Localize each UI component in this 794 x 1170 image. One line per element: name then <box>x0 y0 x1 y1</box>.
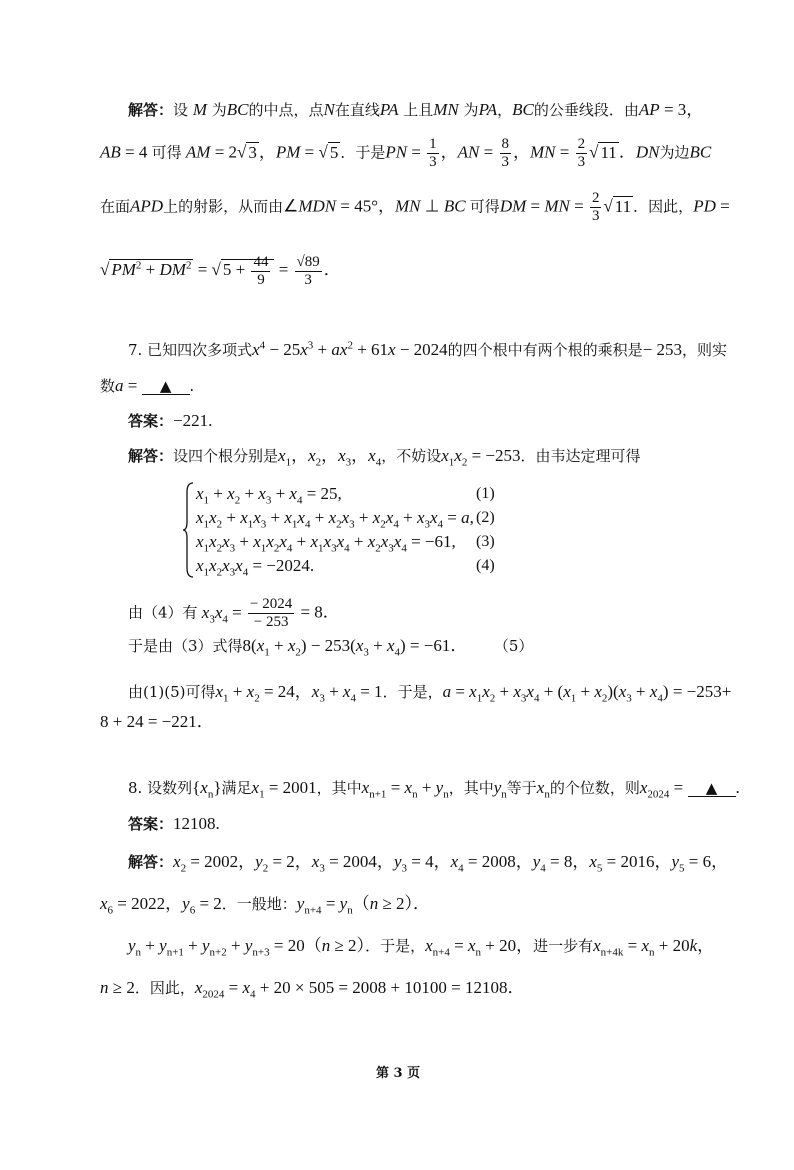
p6-line-4: √ $PM^2 + DM^2$ = √ 5 + $\frac{44}{9}$ = $\frac{√89}{3}$ ． <box>100 254 341 288</box>
q8-solution-line-4: n ≥ 2．因此，$x_{2024} = x_4 + 20 \times 505 = 2008 + 10100 = 12108$． <box>100 978 525 1001</box>
p6-line-2: AB = 4 可得 AM = 2√ 3 ，PM = √ 5 ．于是PN = $\frac{1}{3}$ ，AN = $\frac{8}{3}$ ，MN = $\frac{2}{3}$ √ 11 ．DN为边BC <box>100 136 712 170</box>
q7-line-2: 数a = ▲ . <box>100 376 194 395</box>
q7-solution-intro: 解答：设四个根分别是$x_1$，$x_2$，$x_3$，$x_4$，不妨设$x_1x_2 = -253$．由韦达定理可得 <box>128 446 641 469</box>
equation-2: $x_1x_2 + x_1x_3 + x_1x_4 + x_2x_3 + x_2x_4 + x_3x_4 = a$, <box>196 508 474 531</box>
q8-solution-line-3: $y_n + y_{n+1} + y_{n+2} + y_{n+3} = 20(n \ge 2)$．于是，$x_{n+4} = x_n + 20$，进一步有$x_{n+4k} = x_n + 20k$， <box>128 936 715 959</box>
system-brace <box>183 482 195 578</box>
q7-number: 7. <box>128 341 143 359</box>
equation-4: $x_1x_2x_3x_4 = -2024$. <box>196 556 315 579</box>
solution-label: 解答： <box>128 101 174 119</box>
q8-number: 8. <box>128 779 143 797</box>
tag-1: (1) <box>476 485 495 502</box>
q7-step-5: 由(1)(5)可得$x_1 + x_2 = 24$，$x_3 + x_4 = 1$．于是，$a = x_1x_2 + x_3x_4 + (x_1 + x_2)(x_3 + x_4) = -253+$ <box>128 682 732 705</box>
q8-answer: 答案：12108. <box>128 814 220 833</box>
equation-1: $x_1 + x_2 + x_3 + x_4 = 25$, <box>196 484 342 507</box>
tag-4: (4) <box>476 557 495 574</box>
q7-answer-blank: ▲ <box>142 378 190 395</box>
q8-solution-line-2: $x_6 = 2022$，$y_6 = 2$．一般地：$y_{n+4} = y_n(n \ge 2)$． <box>100 894 431 917</box>
q7-step-5-cont: 8 + 24 = −221． <box>100 712 214 731</box>
q7-step-4: 由（4）有 $x_3x_4$ = $\frac{- 2024}{- 253}$ = 8． <box>128 596 340 630</box>
q8-line-1: 8. 设数列$\{x_n\}$满足$x_1 = 2001$，其中$x_{n+1} = x_n + y_n$，其中$y_n$等于$x_n$的个位数，则$x_{2024}$ = ▲ . <box>128 778 740 801</box>
equation-3: $x_1x_2x_3 + x_1x_2x_4 + x_1x_3x_4 + x_2x_3x_4 = -61$, <box>196 532 456 555</box>
q8-solution-line-1: 解答：$x_2 = 2002$，$y_2 = 2$，$x_3 = 2004$，$y_3 = 4$，$x_4 = 2008$，$y_4 = 8$，$x_5 = 2016$，$y_5 = 6$， <box>128 852 729 875</box>
tag-5: （5） <box>501 637 534 655</box>
q7-step-3: 于是由（3）式得$8(x_1 + x_2) - 253(x_3 + x_4) = -61$． （5） <box>128 636 534 659</box>
q8-answer-blank: ▲ <box>688 780 736 797</box>
tag-3: (3) <box>476 533 495 550</box>
q7-answer: 答案：−221. <box>128 411 213 430</box>
page-number: 第 3 页 <box>376 1066 421 1081</box>
tag-2: (2) <box>476 509 495 526</box>
p6-line-3: 在面APD上的射影，从而由∠MDN = 45°，MN ⊥ BC 可得DM = MN = $\frac{2}{3}$ √ 11 ．因此，PD = <box>100 190 730 224</box>
q7-line-1: 7. 已知四次多项式$x^4 - 25x^3 + ax^2 + 61x - 2024$的四个根中有两个根的乘积是− 253，则实 <box>128 339 728 359</box>
p6-line-1: 解答：设 M 为BC的中点，点N在直线PA 上且MN 为PA，BC的公垂线段．由AP = 3， <box>128 100 704 119</box>
